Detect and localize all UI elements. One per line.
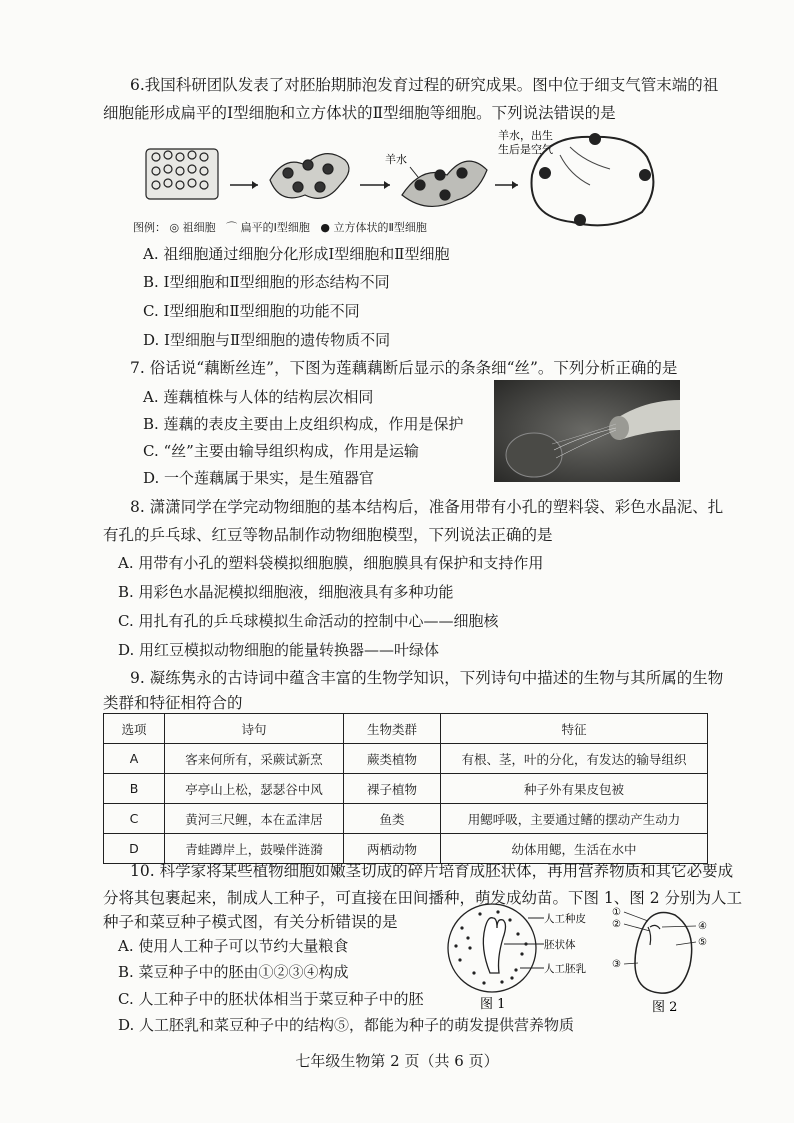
label-num-5: ⑤	[698, 937, 707, 948]
alveolus	[532, 134, 654, 225]
progenitor-cell-icon: ◎	[169, 221, 180, 234]
table-cell: B	[104, 774, 165, 804]
label-amniotic-fluid: 羊水	[385, 153, 407, 166]
header-feature: 特征	[441, 714, 708, 744]
q10-stem-line3: 种子和菜豆种子模式图，有关分析错误的是	[103, 913, 398, 931]
table-cell: 种子外有果皮包被	[441, 774, 708, 804]
label-artificial-coat: 人工种皮	[544, 913, 586, 925]
table-row	[104, 834, 708, 864]
table-header-row	[104, 714, 708, 744]
table-cell: 裸子植物	[344, 774, 441, 804]
header-option: 选项	[104, 714, 165, 744]
q10-option-a: A. 使用人工种子可以节约大量粮食	[118, 937, 349, 955]
label-num-1: ①	[612, 907, 621, 918]
q7-option-c: C. “丝”主要由输导组织构成，作用是运输	[143, 442, 419, 460]
table-cell: 幼体用鳃，生活在水中	[441, 834, 708, 864]
q9-stem-line2: 类群和特征相符合的	[103, 694, 243, 712]
q7-stem: 7. 俗话说“藕断丝连”，下图为莲藕藕断后显示的条条细“丝”。下列分析正确的是	[130, 359, 678, 377]
cube-cell-icon: ●	[320, 221, 330, 234]
progenitor-cell-cluster	[146, 149, 218, 199]
q8-option-c: C. 用扎有孔的乒乓球模拟生命活动的控制中心——细胞核	[118, 612, 499, 630]
table-cell: 客来何所有，采蕨试新烹	[165, 744, 344, 774]
label-num-3: ③	[612, 959, 621, 970]
table-cell: 黄河三尺鲤，本在孟津居	[165, 804, 344, 834]
q6-option-a: A. 祖细胞通过细胞分化形成Ⅰ型细胞和Ⅱ型细胞	[143, 245, 450, 263]
q9-stem-line1: 9. 凝练隽永的古诗词中蕴含丰富的生物学知识，下列诗句中描述的生物与其所属的生物	[130, 669, 724, 687]
table-cell: 有根、茎，叶的分化，有发达的输导组织	[441, 744, 708, 774]
q6-option-c: C. Ⅰ型细胞和Ⅱ型细胞的功能不同	[143, 302, 360, 320]
branching-cells	[402, 161, 487, 206]
q8-option-d: D. 用红豆模拟动物细胞的能量转换器——叶绿体	[118, 641, 440, 659]
q6-legend	[133, 218, 427, 238]
differentiating-cells	[270, 154, 349, 199]
q8-stem-line1: 8. 潇潇同学在学完动物细胞的基本结构后，准备用带有小孔的塑料袋、彩色水晶泥、扎	[130, 498, 724, 516]
legend-type1: 扁平的Ⅰ型细胞	[240, 221, 310, 234]
flat-cell-icon: ⌒	[226, 221, 238, 234]
table-cell: 亭亭山上松，瑟瑟谷中风	[165, 774, 344, 804]
legend-type2: 立方体状的Ⅱ型细胞	[333, 221, 427, 234]
label-artificial-endosperm: 人工胚乳	[544, 963, 586, 975]
header-group: 生物类群	[344, 714, 441, 744]
q6-stem-line1: 6.我国科研团队发表了对胚胎期肺泡发育过程的研究成果。图中位于细支气管末端的祖	[130, 76, 719, 94]
q6-stem-line2: 细胞能形成扁平的Ⅰ型细胞和立方体状的Ⅱ型细胞等细胞。下列说法错误的是	[103, 104, 616, 122]
q6-option-d: D. Ⅰ型细胞与Ⅱ型细胞的遗传物质不同	[143, 331, 391, 349]
table-cell: D	[104, 834, 165, 864]
q10-option-c: C. 人工种子中的胚状体相当于菜豆种子中的胚	[118, 990, 424, 1008]
q6-option-b: B. Ⅰ型细胞和Ⅱ型细胞的形态结构不同	[143, 273, 390, 291]
label-embryoid: 胚状体	[544, 939, 576, 951]
table-cell: 青蛙蹲岸上，鼓噪伴涟漪	[165, 834, 344, 864]
table-cell: C	[104, 804, 165, 834]
label-num-2: ②	[612, 919, 621, 930]
header-poem: 诗句	[165, 714, 344, 744]
q10-stem-line1: 10. 科学家将某些植物细胞如嫩茎切成的碎片培育成胚状体，再用营养物质和其它必要成	[130, 862, 734, 880]
table-cell: A	[104, 744, 165, 774]
q7-option-d: D. 一个莲藕属于果实，是生殖器官	[143, 469, 375, 487]
q8-option-a: A. 用带有小孔的塑料袋模拟细胞膜，细胞膜具有保护和支持作用	[118, 554, 544, 572]
fig2-bean-seed	[612, 905, 712, 1015]
q7-option-b: B. 莲藕的表皮主要由上皮组织构成，作用是保护	[143, 415, 464, 433]
q10-option-b: B. 菜豆种子中的胚由①②③④构成	[118, 963, 349, 981]
legend-title: 图例：	[133, 221, 166, 234]
label-birth-air-2: 生后是空气	[498, 143, 553, 156]
table-row	[104, 774, 708, 804]
page-footer: 七年级生物第 2 页（共 6 页）	[295, 1052, 499, 1070]
label-birth-air-1: 羊水，出生	[498, 129, 553, 142]
table-cell: 鱼类	[344, 804, 441, 834]
table-cell: 两栖动物	[344, 834, 441, 864]
q10-option-d: D. 人工胚乳和菜豆种子中的结构⑤，都能为种子的萌发提供营养物质	[118, 1016, 575, 1034]
fig1-artificial-seed	[440, 898, 586, 1012]
q8-option-b: B. 用彩色水晶泥模拟细胞液，细胞液具有多种功能	[118, 583, 454, 601]
table-cell: 用鳃呼吸，主要通过鳍的摆动产生动力	[441, 804, 708, 834]
q9-table	[103, 713, 708, 864]
table-row	[104, 744, 708, 774]
label-num-4: ④	[698, 921, 707, 932]
q7-option-a: A. 莲藕植株与人体的结构层次相同	[143, 388, 374, 406]
lotus-root-photo	[494, 380, 680, 482]
fig2-caption: 图 2	[652, 1000, 678, 1015]
q10-stem-line2: 分将其包裹起来，制成人工种子，可直接在田间播种，萌发成幼苗。下图 1、图 2 分别为人工	[103, 889, 743, 907]
table-cell: 蕨类植物	[344, 744, 441, 774]
q8-stem-line2: 有孔的乒乓球、红豆等物品制作动物细胞模型，下列说法正确的是	[103, 526, 553, 544]
legend-progenitor: 祖细胞	[182, 221, 216, 234]
fig1-caption: 图 1	[480, 997, 506, 1012]
table-row	[104, 804, 708, 834]
